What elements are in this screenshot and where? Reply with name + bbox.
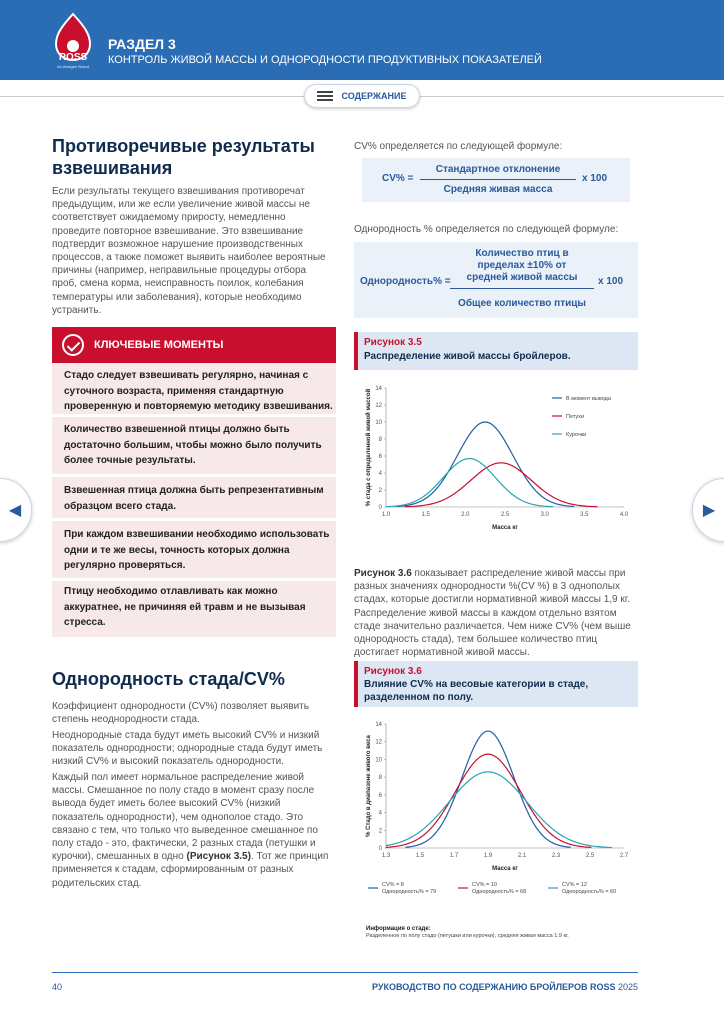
figure-3-6-link[interactable]: Рисунок 3.6 bbox=[354, 568, 412, 579]
x-tick-label: 2.5 bbox=[585, 853, 595, 859]
para-sex-distribution-text: Каждый пол имеет нормальное распределение живой массы. Смешанное по полу стадо в момент сразу после вывода будет иметь более высокий CV% (низкий показатель однородности), чем однополое стадо. Это связано с тем, что только что выведенное смешанное по полу стадо - это, фактически, 2 разных стада (петушки и курочки), смешанных в одно bbox=[52, 772, 318, 863]
uniformity-numerator-line-3: средней живой массы bbox=[466, 272, 578, 283]
legend-label: CV% = 10 bbox=[472, 882, 497, 888]
legend-label: В момент вывода bbox=[566, 396, 611, 402]
series-line-2 bbox=[405, 463, 598, 507]
y-tick-label: 4 bbox=[378, 471, 382, 477]
y-tick-label: 12 bbox=[375, 403, 382, 409]
y-tick-label: 14 bbox=[375, 722, 382, 728]
y-tick-label: 2 bbox=[378, 828, 382, 835]
x-tick-label: 2.3 bbox=[551, 853, 561, 859]
uniformity-numerator-line-2: пределах ±10% от bbox=[477, 260, 567, 271]
chart-weight-distribution bbox=[354, 374, 638, 552]
divider-right bbox=[420, 96, 724, 97]
heading-uniformity: Однородность стада/CV% bbox=[52, 669, 285, 689]
page-number: 40 bbox=[52, 982, 63, 992]
x-tick-label: 1.3 bbox=[381, 853, 391, 859]
y-tick-label: 0 bbox=[378, 846, 382, 852]
flock-note-title: Информация о стаде: bbox=[366, 926, 431, 932]
para-inconsistent-weighing: Если результаты текущего взвешивания противоречат предыдущим, или же если увеличение живой массы не соответствует ожидаемому приросту, немедленно проведите повторное взвешивание. Это взвешивание подтвердит возможное нарушение производственных процессов, а также поможет выявить наиболее вероятные причины (например, неправильные процедуры отбора проб, смена корма, неисправность поилок, колебания температуры или заболевания), которые необходимо устранить. bbox=[52, 186, 326, 316]
y-tick-label: 8 bbox=[378, 437, 382, 443]
prev-page-button[interactable] bbox=[0, 478, 32, 542]
next-page-button[interactable] bbox=[692, 478, 724, 542]
figure-3-6-title: Влияние CV% на весовые категории в стаде, разделенном по полу. bbox=[364, 679, 589, 703]
figure-3-6-description bbox=[354, 567, 638, 659]
uniformity-fraction-bar bbox=[450, 288, 594, 289]
y-tick-label: 0 bbox=[378, 505, 382, 511]
arrow-left-icon: ◀ bbox=[8, 502, 22, 519]
logo-brand: ROSS bbox=[58, 52, 88, 63]
uniformity-formula-label: Однородность% = bbox=[360, 276, 451, 287]
figure-3-5-link[interactable]: (Рисунок 3.5) bbox=[186, 851, 251, 863]
x-axis-label: Масса кг bbox=[492, 525, 518, 531]
uniformity-formula-intro: Однородность % определяется по следующей формуле: bbox=[354, 224, 619, 235]
key-points-title: КЛЮЧЕВЫЕ МОМЕНТЫ bbox=[94, 339, 224, 351]
cv-multiplier: x 100 bbox=[582, 173, 608, 184]
x-tick-label: 2.5 bbox=[500, 512, 510, 518]
cv-denominator: Средняя живая масса bbox=[443, 184, 553, 195]
key-point-divider bbox=[52, 414, 336, 417]
legend-label: Курочки bbox=[566, 432, 587, 438]
x-tick-label: 1.5 bbox=[421, 512, 430, 518]
uniformity-numerator-line-1: Количество птиц в bbox=[475, 248, 569, 259]
uniformity-denominator: Общее количество птицы bbox=[458, 298, 586, 309]
cv-formula-label: CV% = bbox=[382, 173, 414, 184]
cv-numerator: Стандартное отклонение bbox=[435, 164, 561, 175]
y-axis-label: % стада с определенной живой массой bbox=[366, 388, 372, 507]
footer-guide-title bbox=[352, 982, 638, 992]
y-tick-label: 6 bbox=[378, 454, 382, 460]
y-tick-label: 10 bbox=[375, 757, 382, 764]
para-sex-distribution-tail: . Тот же принцип применяется к стадам, сформированным от разных родительских стад. bbox=[52, 851, 329, 889]
x-tick-label: 2.0 bbox=[461, 512, 470, 518]
x-tick-label: 1.7 bbox=[449, 853, 459, 859]
legend-label: Петухи bbox=[566, 414, 584, 420]
key-point-divider bbox=[52, 474, 336, 477]
para-sex-distribution bbox=[52, 771, 334, 890]
legend-uniformity: Однородность% = 68 bbox=[472, 889, 527, 895]
y-tick-label: 8 bbox=[378, 775, 382, 782]
legend-label: CV% = 12 bbox=[562, 882, 587, 888]
heading-inconsistent-weighing: Противоречивые результаты взвешивания bbox=[52, 136, 315, 178]
key-point-2: Количество взвешенной птицы должно быть достаточно большим, чтобы можно было получить более точные результаты. bbox=[64, 424, 322, 466]
x-tick-label: 1.5 bbox=[415, 853, 425, 859]
legend-uniformity: Однородность% = 60 bbox=[562, 889, 617, 895]
para-cv-definition: Коэффициент однородности (CV%) позволяет выявить степень неоднородности стада. bbox=[52, 701, 309, 726]
key-point-3: Взвешенная птица должна быть репрезентативным образцом всего стада. bbox=[64, 485, 324, 512]
section-title: РАЗДЕЛ 3 bbox=[108, 36, 176, 52]
footer-divider bbox=[52, 972, 638, 973]
x-tick-label: 2.7 bbox=[619, 853, 629, 859]
key-point-5: Птицу необходимо отлавливать как можно аккуратнее, не причиняя ей травм и не вызывая стресса. bbox=[64, 586, 306, 628]
figure-3-5-title: Распределение живой массы бройлеров. bbox=[364, 351, 571, 362]
divider-left bbox=[0, 96, 304, 97]
y-tick-label: 10 bbox=[375, 420, 382, 426]
flock-note-text: Разделенное по полу стадо (петушки или курочки), средняя живая масса 1.9 кг. bbox=[366, 933, 569, 939]
figure-3-6-number: Рисунок 3.6 bbox=[364, 666, 422, 677]
figure-3-6-description-text: показывает распределение живой массы при разных значениях однородности %(CV %) в 3 однополых стадах, которые достигли нормативной живой массы 1,9 кг. Распределение живой массы в каждом отдельно взятом стаде значительно различается. Чем ниже CV% (чем выше однородность стада), тем большее количество птиц достигает нормативной живой массы. bbox=[354, 568, 631, 659]
series-line-3 bbox=[386, 459, 553, 507]
uniformity-multiplier: x 100 bbox=[598, 276, 624, 287]
check-icon bbox=[62, 334, 84, 356]
x-axis-label: Масса кг bbox=[492, 866, 518, 872]
x-tick-label: 1.9 bbox=[483, 853, 493, 859]
cv-fraction-bar bbox=[420, 179, 576, 180]
toc-button[interactable] bbox=[304, 84, 420, 108]
key-point-1: Стадо следует взвешивать регулярно, начиная с суточного возраста, применяя стандартную проверенную и повторяемую методику взвешивания. bbox=[64, 370, 333, 412]
footer-year: 2025 bbox=[617, 982, 638, 992]
x-tick-label: 2.1 bbox=[517, 853, 527, 859]
y-tick-label: 12 bbox=[375, 739, 382, 746]
figure-3-5-number: Рисунок 3.5 bbox=[364, 337, 422, 348]
y-tick-label: 2 bbox=[378, 488, 382, 494]
x-tick-label: 1.0 bbox=[381, 512, 391, 518]
series-line-3 bbox=[386, 772, 612, 848]
legend-label: CV% = 8 bbox=[382, 882, 404, 888]
menu-icon bbox=[317, 91, 333, 101]
x-tick-label: 3.0 bbox=[540, 512, 549, 518]
legend-uniformity: Однородность% = 79 bbox=[382, 889, 437, 895]
y-tick-label: 6 bbox=[378, 792, 382, 799]
key-points-header bbox=[52, 327, 336, 363]
key-point-4: При каждом взвешивании необходимо использовать одни и те же весы, точность которых должна регулярно проверяться. bbox=[64, 529, 330, 571]
y-tick-label: 4 bbox=[378, 810, 382, 817]
chart-cv-effect bbox=[354, 712, 638, 932]
logo-tagline: An Aviagen Brand bbox=[57, 64, 89, 69]
x-tick-label: 4.0 bbox=[619, 512, 629, 518]
footer-title-text: РУКОВОДСТВО ПО СОДЕРЖАНИЮ БРОЙЛЕРОВ ROSS bbox=[372, 982, 616, 992]
key-point-divider bbox=[52, 578, 336, 581]
cv-formula-intro: CV% определяется по следующей формуле: bbox=[354, 141, 563, 152]
toc-label: СОДЕРЖАНИЕ bbox=[341, 91, 407, 101]
x-tick-label: 3.5 bbox=[580, 512, 589, 518]
y-axis-label: % Стадо в диапазоне живого веса bbox=[366, 735, 372, 837]
key-point-divider bbox=[52, 518, 336, 521]
arrow-right-icon: ▶ bbox=[702, 502, 716, 519]
header-bar bbox=[0, 0, 724, 80]
section-subtitle: КОНТРОЛЬ ЖИВОЙ МАССЫ И ОДНОРОДНОСТИ ПРОДУКТИВНЫХ ПОКАЗАТЕЛЕЙ bbox=[108, 54, 542, 66]
y-tick-label: 14 bbox=[375, 386, 382, 392]
para-uniform-flocks: Неоднородные стада будут иметь высокий CV% и низкий показатель однородности; однородные стада будут иметь низкий CV% и высокий показатель однородности. bbox=[52, 730, 323, 768]
